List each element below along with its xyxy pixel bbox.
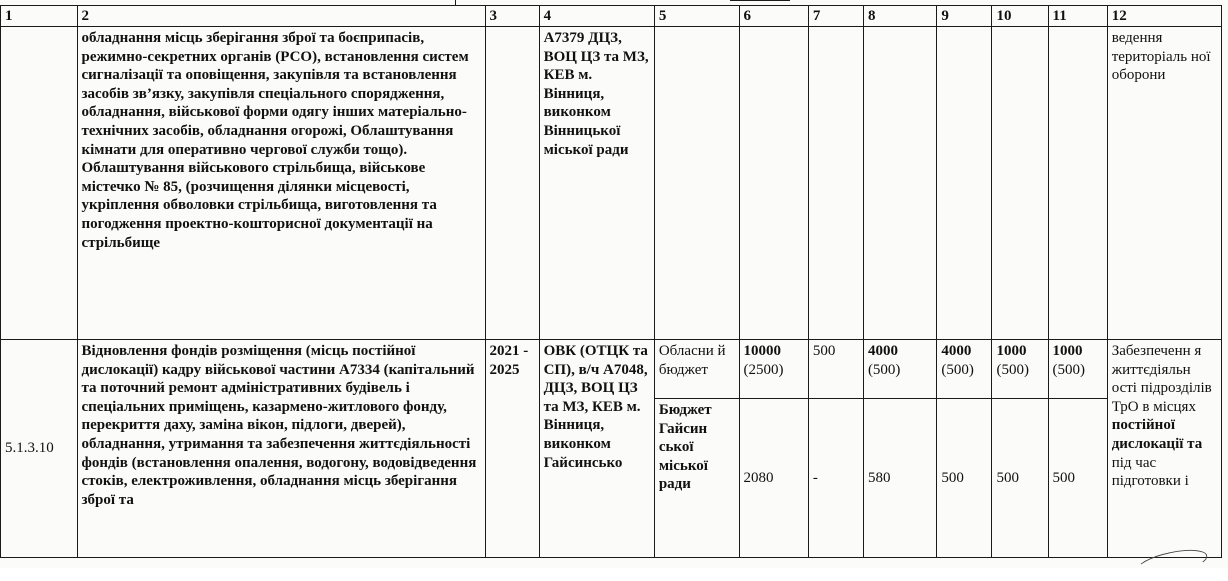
executors-cell: А7379 ДЦЗ, ВОЦ ЦЗ та МЗ, КЕВ м. Вінниця, виконком Вінницької міської ради <box>539 27 654 340</box>
table-row <box>1 27 1222 340</box>
amount-subvalue: (500) <box>941 361 974 378</box>
column-number: 11 <box>1048 6 1107 27</box>
amount-cell <box>1048 340 1107 399</box>
column-number: 9 <box>937 6 992 27</box>
amount-subvalue: (500) <box>1052 361 1086 378</box>
amount-cell: 500 <box>808 340 863 399</box>
amount-cell: 580 <box>863 399 936 558</box>
amount-value: 4000 <box>867 343 898 359</box>
funding-source-cell <box>654 27 739 340</box>
amount-cell <box>937 340 992 399</box>
column-number: 12 <box>1107 6 1221 27</box>
amount-subvalue: (500) <box>996 361 1029 378</box>
measure-description-cell: обладнання місць зберігання зброї та боєприпасів, режимно-секретних органів (РСО), встановлення систем сигналізації та оповіщення, закупівля та встановлення засобів зв’язку, закупівля спеціального спорядження, обладнання, військової форми одягу інших матеріально-технічних засобів, обладнання огорожі, Облаштування кімнати для оперативно чергової служби тощо). Облаштування військового стрільбища, військове містечко № 85, (розчищення ділянки місцевості, укріплення обволовки стрільбища, виготовлення та погодження проектно-кошторисної документації на стрільбище <box>77 27 485 340</box>
expected-result-cell <box>1107 340 1221 558</box>
amount-cell: 2080 <box>739 399 808 558</box>
amount-cell <box>739 340 808 399</box>
column-number: 6 <box>739 6 808 27</box>
amount-value: 1000 <box>1052 343 1083 359</box>
table-row <box>1 340 1222 399</box>
amount-cell: 500 <box>937 399 992 558</box>
amount-value: 4000 <box>941 343 972 359</box>
amount-subvalue: (2500) <box>743 361 784 378</box>
amount-value: 10000 <box>743 343 781 359</box>
column-number: 1 <box>1 6 78 27</box>
expected-result-text: під час підготовки і <box>1111 454 1189 490</box>
expected-result-cell: ведення територіаль ної оборони <box>1107 27 1221 340</box>
column-number: 4 <box>539 6 654 27</box>
column-number: 7 <box>808 6 863 27</box>
amount-cell <box>992 27 1048 340</box>
term-cell: 2021 - 2025 <box>485 340 539 558</box>
amount-subvalue: (500) <box>867 361 901 378</box>
expected-result-emphasis: постійної дислокації та <box>1111 417 1203 452</box>
amount-cell: - <box>808 399 863 558</box>
term-cell <box>485 27 539 340</box>
table-edge-fragment <box>730 0 790 3</box>
amount-cell <box>1048 27 1107 340</box>
funding-source-cell: Обласни й бюджет <box>654 340 739 399</box>
column-number: 3 <box>485 6 539 27</box>
amount-cell <box>739 27 808 340</box>
column-number: 10 <box>992 6 1048 27</box>
column-number-row <box>1 6 1222 27</box>
amount-cell <box>863 27 936 340</box>
row-number-cell <box>1 27 78 340</box>
amount-cell <box>937 27 992 340</box>
column-number: 8 <box>863 6 936 27</box>
amount-cell <box>992 340 1048 399</box>
column-number: 2 <box>77 6 485 27</box>
amount-cell <box>863 340 936 399</box>
program-measures-table <box>0 5 1222 558</box>
expected-result-text: Забезпеченн я життєдіяльн ості підрозділів ТрО в місцях <box>1111 343 1212 415</box>
funding-source-cell: Бюджет Гайсин ської міської ради <box>654 399 739 558</box>
amount-value: 1000 <box>996 343 1027 359</box>
amount-cell: 500 <box>1048 399 1107 558</box>
amount-cell: 500 <box>992 399 1048 558</box>
measure-description-cell: Відновлення фондів розміщення (місць постійної дислокації) кадру військової частини А7334 (капітальний та поточний ремонт адміністративних будівель і спеціальних приміщень, казармено-житлового фонду, перекриття даху, заміна вікон, підлоги, дверей), обладнання, утримання та забезпечення життєдіяльності фондів (встановлення опалення, водогону, водовідведення стоків, електроживлення, обладнання місць зберігання зброї та <box>77 340 485 558</box>
column-number: 5 <box>654 6 739 27</box>
row-number-cell: 5.1.3.10 <box>1 340 78 558</box>
amount-cell <box>808 27 863 340</box>
executors-cell: ОВК (ОТЦК та СП), в/ч А7048, ДЦЗ, ВОЦ ЦЗ та МЗ, КЕВ м. Вінниця, виконком Гайсинсько <box>539 340 654 558</box>
